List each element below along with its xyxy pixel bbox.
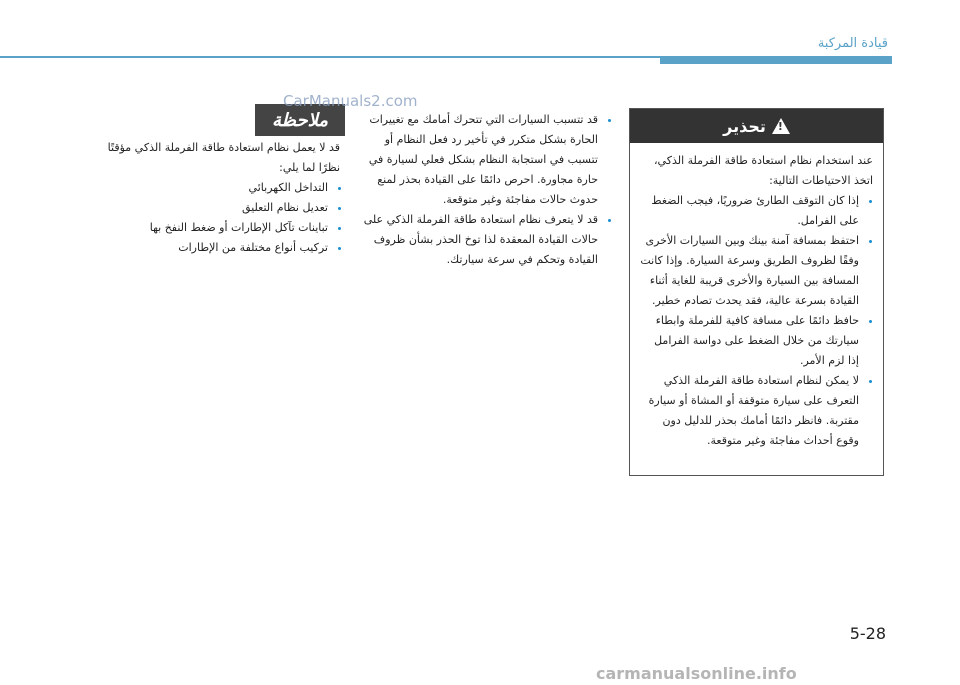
list-item: • التداخل الكهربائي	[90, 178, 328, 198]
middle-column	[362, 110, 610, 270]
list-item: • قد لا يتعرف نظام استعادة طاقة الفرملة الذكي على حالات القيادة المعقدة لذا توخ الحذر بشأن ظروف القيادة وتحكم في سرعة سيارتك.	[362, 210, 598, 270]
warning-header	[630, 109, 883, 143]
note-column	[90, 138, 340, 258]
warning-list	[640, 191, 873, 451]
list-item: • لا يمكن لنظام استعادة طاقة الفرملة الذكي التعرف على سيارة متوقفة أو المشاة أو سيارة مقتربة. فانظر دائمًا أمامك بحذر للدليل دون وقوع أحداث مفاجئة وغير متوقعة.	[640, 371, 859, 451]
warning-intro: عند استخدام نظام استعادة طاقة الفرملة الذكي، اتخذ الاحتياطات التالية:	[653, 154, 873, 187]
page-number: 5-28	[849, 624, 886, 643]
list-item: • تركيب أنواع مختلفة من الإطارات	[90, 238, 328, 258]
list-item: • إذا كان التوقف الطارئ ضروريًا، فيجب الضغط على الفرامل.	[640, 191, 859, 231]
header-accent-bar	[660, 56, 892, 64]
note-intro: قد لا يعمل نظام استعادة طاقة الفرملة الذكي مؤقتًا نظرًا لما يلي:	[107, 141, 340, 174]
warning-triangle-icon	[772, 118, 790, 134]
warning-body	[630, 143, 883, 451]
warning-title: تحذير	[723, 116, 766, 136]
note-banner: ملاحظة	[255, 104, 345, 136]
note-list	[90, 178, 340, 258]
watermark-bottom: carmanualsonline.info	[596, 664, 797, 683]
list-item: • قد تتسبب السيارات التي تتحرك أمامك مع تغييرات الحارة بشكل متكرر في تأخير رد فعل النظام أو تتسبب في استجابة النظام بشكل فعلي لسيارة في حارة مجاورة. احرص دائمًا على القيادة بحذر لمنع حدوث حالات مفاجئة وغير متوقعة.	[362, 110, 598, 210]
watermark-top: CarManuals2.com	[283, 92, 418, 110]
warning-box	[629, 108, 884, 476]
middle-list	[362, 110, 610, 270]
list-item: • تعديل نظام التعليق	[90, 198, 328, 218]
header-title: قيادة المركبة	[817, 36, 888, 51]
list-item: • حافظ دائمًا على مسافة كافية للفرملة وابطاء سيارتك من خلال الضغط على دواسة الفرامل إذا لزم الأمر.	[640, 311, 859, 371]
list-item: • تباينات تآكل الإطارات أو ضغط النفخ بها	[90, 218, 328, 238]
list-item: • احتفظ بمسافة آمنة بينك وبين السيارات الأخرى وفقًا لظروف الطريق وسرعة السيارة. وإذا كانت المسافة بين السيارة والأخرى قريبة للغاية أثناء القيادة بسرعة عالية، فقد يحدث تصادم خطير.	[640, 231, 859, 311]
